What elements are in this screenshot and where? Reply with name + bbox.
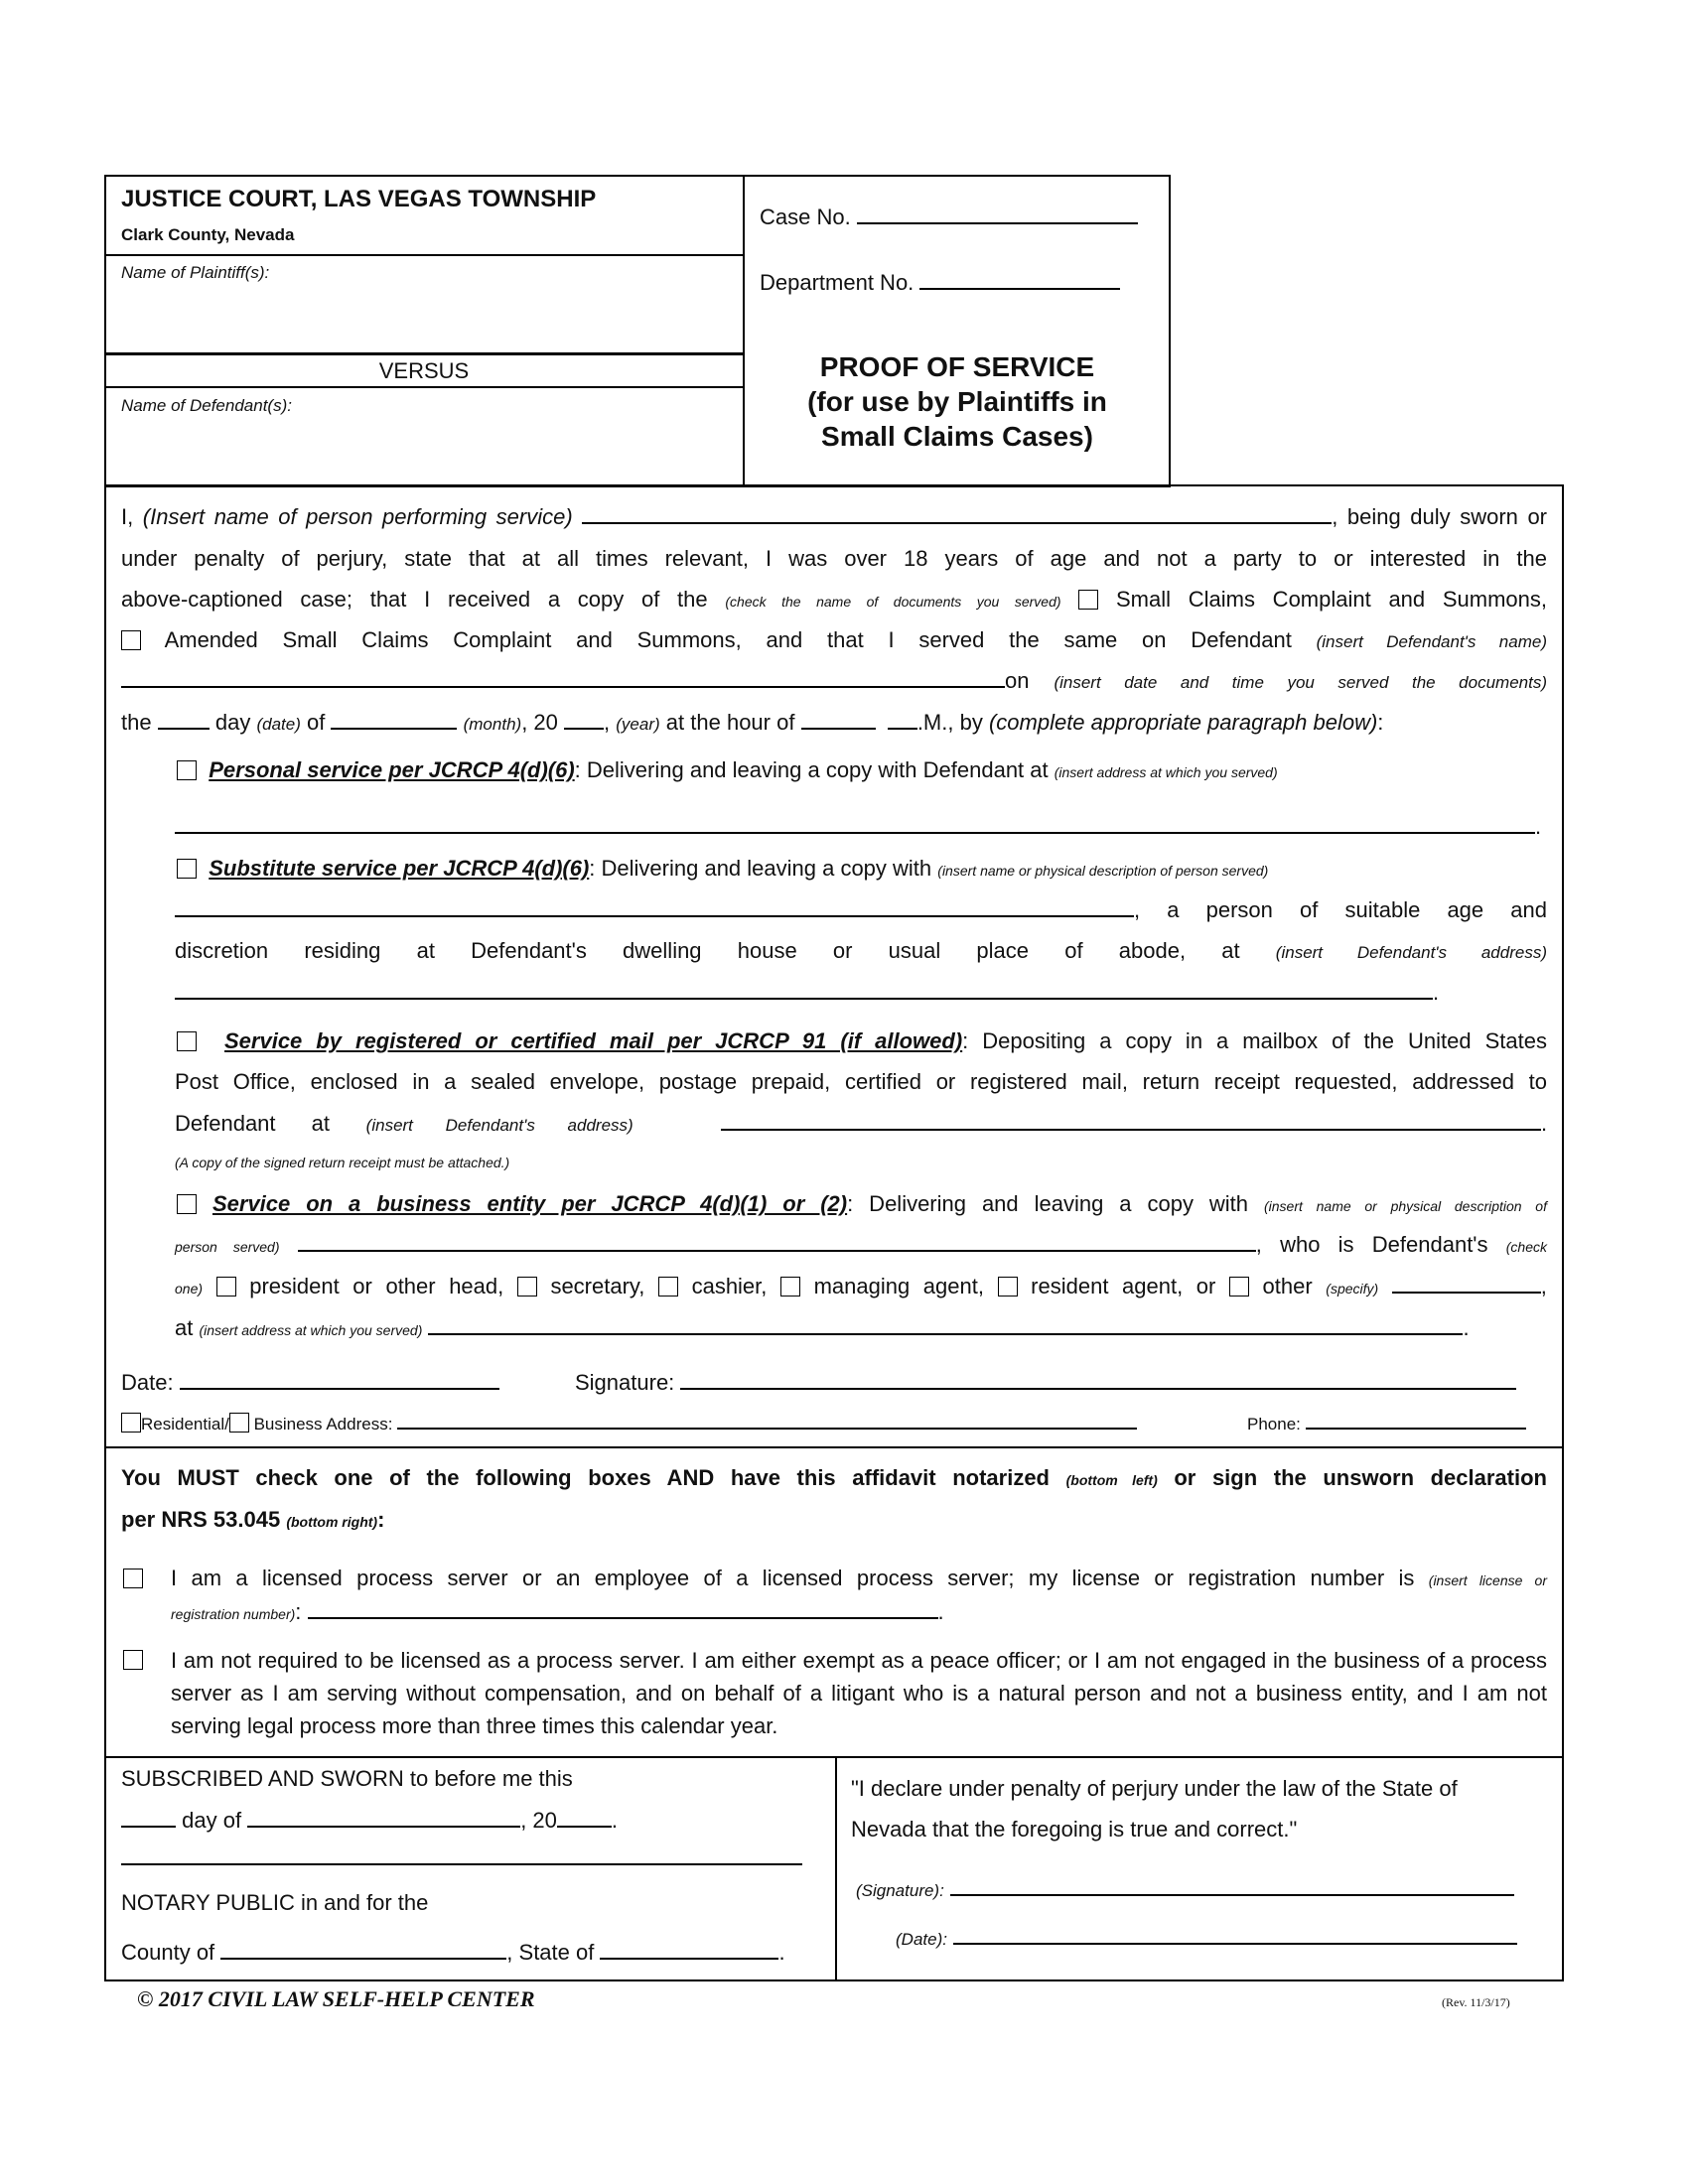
signature-blank[interactable]: [680, 1370, 1516, 1390]
notary-public-label: NOTARY PUBLIC in and for the: [121, 1890, 429, 1915]
hint: (check the name of documents you served): [725, 594, 1061, 610]
declaration-date-field: [896, 1923, 1517, 1955]
versus-label: VERSUS: [378, 358, 470, 383]
intro-line-1: [121, 502, 1547, 532]
server-name-blank[interactable]: [582, 504, 1332, 524]
year-blank[interactable]: [564, 710, 604, 730]
intro-line-2: under penalty of perjury, state that at all times relevant, I was over 18 years of age and not a party to or interested in the: [121, 546, 1547, 571]
option-label: cashier,: [691, 1274, 768, 1298]
notary-month-blank[interactable]: [247, 1808, 520, 1828]
text: .: [1541, 1111, 1548, 1136]
licensed-server-checkbox[interactable]: [123, 1569, 143, 1588]
defendant-name-blank[interactable]: [121, 668, 1005, 688]
business-service-line: [177, 1189, 1547, 1221]
case-number-field[interactable]: [760, 203, 1138, 232]
divider: [104, 254, 744, 256]
hint: (complete appropriate paragraph below): [988, 710, 1378, 735]
hint: (insert name or physical description of: [1264, 1198, 1547, 1214]
date-blank[interactable]: [180, 1370, 499, 1390]
option-label: managing agent,: [813, 1274, 984, 1298]
text: or sign the unsworn declaration: [1174, 1465, 1547, 1490]
divider: [104, 386, 744, 388]
department-number-field[interactable]: [760, 268, 1120, 298]
resident-agent-checkbox[interactable]: [998, 1277, 1018, 1297]
form-title: [745, 349, 1170, 454]
hint: one): [175, 1281, 204, 1297]
text: .: [1535, 814, 1542, 839]
hint: (insert license or: [1428, 1572, 1547, 1588]
text: on: [1005, 668, 1030, 693]
small-claims-complaint-checkbox[interactable]: [1078, 590, 1098, 610]
business-line-4: [175, 1313, 1470, 1345]
declaration-line-2: Nevada that the foregoing is true and correct.": [851, 1817, 1298, 1842]
text: .: [611, 1808, 619, 1833]
cashier-checkbox[interactable]: [658, 1277, 678, 1297]
substitute-service-line: [177, 854, 1268, 886]
option-label: resident agent, or: [1031, 1274, 1216, 1298]
business-address-checkbox[interactable]: [229, 1413, 249, 1433]
personal-service-line: [177, 755, 1278, 787]
signature-label: Signature:: [575, 1370, 675, 1395]
hint: (bottom left): [1065, 1472, 1158, 1488]
option-1-line-1: [171, 1564, 1547, 1595]
text: .: [937, 1599, 944, 1624]
intro-line-6: [121, 708, 1383, 740]
notary-day-blank[interactable]: [121, 1808, 176, 1828]
hint: (insert address at which you served): [1054, 764, 1278, 780]
am-pm-blank[interactable]: [888, 710, 917, 730]
text: discretion residing at Defendant's dwelling house or usual place of abode, at: [175, 938, 1240, 963]
substitute-service-checkbox[interactable]: [177, 859, 197, 879]
section-title: Service on a business entity per JCRCP 4(d)(1) or (2): [211, 1191, 848, 1216]
text: Defendant at: [175, 1111, 330, 1136]
option-label: president or other head,: [249, 1274, 504, 1298]
text: , State of: [506, 1940, 595, 1965]
revision-date: (Rev. 11/3/17): [1442, 1995, 1510, 2009]
declaration-signature-field: [856, 1874, 1514, 1906]
text: at: [175, 1315, 194, 1340]
month-blank[interactable]: [331, 710, 457, 730]
county-name: Clark County, Nevada: [121, 225, 295, 244]
personal-address-blank[interactable]: [175, 814, 1535, 834]
text: , who is Defendant's: [1255, 1232, 1488, 1257]
mail-address-blank[interactable]: [721, 1111, 1541, 1131]
divider: [104, 1756, 1564, 1758]
intro-line-5: [121, 666, 1547, 698]
hint: (bottom right): [286, 1514, 378, 1530]
intro-line-4: [121, 625, 1547, 657]
license-number-blank[interactable]: [308, 1599, 938, 1619]
text: the: [121, 710, 152, 735]
label: (Signature):: [856, 1881, 944, 1900]
divider: [104, 352, 744, 355]
text: County of: [121, 1940, 215, 1965]
intro-line-3: [121, 585, 1547, 616]
business-line-2: [175, 1230, 1547, 1262]
divider: [835, 1756, 837, 1981]
hint: (year): [616, 715, 660, 734]
option-label: other: [1262, 1274, 1313, 1298]
notary-line-2: [121, 1806, 618, 1836]
text: : Depositing a copy in a mailbox of the United States: [962, 1028, 1547, 1053]
mail-address-line: [721, 1109, 1547, 1139]
substitute-line-3: [175, 936, 1547, 968]
text: ,: [1540, 1274, 1547, 1298]
substitute-address-line: [175, 978, 1439, 1008]
text: .: [778, 1940, 785, 1965]
notary-year-blank[interactable]: [557, 1808, 612, 1828]
text: at the hour of: [665, 710, 795, 735]
text: , a person of suitable age and: [1134, 897, 1547, 922]
mail-service-checkbox[interactable]: [177, 1031, 197, 1051]
text: above-captioned case; that I received a copy of the: [121, 587, 708, 612]
plaintiff-label: Name of Plaintiff(s):: [121, 263, 270, 282]
signature-field: [575, 1368, 1516, 1398]
text: of: [307, 710, 326, 735]
text: Residential/: [141, 1415, 229, 1433]
text: ,: [604, 710, 611, 735]
text: I,: [121, 504, 134, 529]
section-title: Personal service per JCRCP 4(d)(6): [209, 757, 575, 782]
address-blank[interactable]: [397, 1410, 1137, 1430]
text: Business Address:: [253, 1415, 393, 1433]
text: :: [295, 1599, 302, 1624]
other-checkbox[interactable]: [1229, 1277, 1249, 1297]
hint: (insert address at which you served): [199, 1322, 423, 1338]
instruction-line-1: [121, 1463, 1547, 1495]
section-title: Service by registered or certified mail per JCRCP 91 (if allowed): [224, 1028, 963, 1053]
phone-field: [1247, 1410, 1526, 1439]
form-title-line: Small Claims Cases): [821, 421, 1093, 452]
option-1-line-2: [171, 1597, 944, 1629]
phone-label: Phone:: [1247, 1415, 1301, 1433]
divider: [104, 1446, 1564, 1448]
hint: (insert Defendant's name): [1316, 632, 1547, 651]
text: : Delivering and leaving a copy with Defendant at: [574, 757, 1049, 782]
state-blank[interactable]: [600, 1940, 778, 1960]
text: :: [377, 1507, 385, 1532]
notary-signature-line[interactable]: [121, 1863, 802, 1865]
text: :: [1377, 710, 1384, 735]
mail-line-3: [175, 1109, 633, 1141]
form-title-line: (for use by Plaintiffs in: [807, 386, 1107, 417]
text: , 20: [521, 710, 558, 735]
return-receipt-note: (A copy of the signed return receipt must be attached.): [175, 1155, 510, 1170]
text: day: [214, 710, 251, 735]
option-label: secretary,: [550, 1274, 645, 1298]
copyright: © 2017 CIVIL LAW SELF-HELP CENTER: [137, 1986, 535, 2011]
case-number-blank[interactable]: [857, 205, 1138, 224]
hint: (check: [1505, 1239, 1547, 1255]
hint: (insert date and time you served the documents): [1054, 673, 1547, 692]
substitute-line-2: [175, 895, 1547, 925]
mail-line-2: Post Office, enclosed in a sealed envelope, postage prepaid, certified or registered mail, return receipt requested, addressed to: [175, 1069, 1547, 1094]
hour-blank[interactable]: [801, 710, 876, 730]
text: .: [1463, 1315, 1470, 1340]
hint: (date): [256, 715, 301, 734]
department-number-label: Department No.: [760, 270, 914, 295]
business-line-3: [175, 1272, 1547, 1303]
text: : Delivering and leaving a copy with: [847, 1191, 1249, 1216]
personal-address-line: [175, 812, 1541, 842]
court-name: JUSTICE COURT, LAS VEGAS TOWNSHIP: [121, 186, 597, 212]
section-title: Substitute service per JCRCP 4(d)(6): [209, 856, 590, 881]
amended-complaint-checkbox[interactable]: [121, 630, 141, 650]
hint: (Insert name of person performing service): [142, 504, 573, 529]
text: I am a licensed process server or an employee of a licensed process server; my license or registration number is: [171, 1566, 1415, 1590]
text: day of: [182, 1808, 242, 1833]
hint: registration number): [171, 1606, 296, 1622]
not-required-checkbox[interactable]: [123, 1650, 143, 1670]
notary-line-1: SUBSCRIBED AND SWORN to before me this: [121, 1766, 573, 1791]
declaration-date-blank[interactable]: [953, 1925, 1517, 1945]
text: You MUST check one of the following boxes AND have this affidavit notarized: [121, 1465, 1050, 1490]
department-number-blank[interactable]: [919, 270, 1120, 290]
label: (Date):: [896, 1930, 947, 1949]
form-title-line: PROOF OF SERVICE: [819, 351, 1095, 382]
text: per NRS 53.045: [121, 1507, 281, 1532]
hint: person served): [175, 1239, 280, 1255]
text: Amended Small Claims Complaint and Summons, and that I served the same on Defendant: [164, 627, 1292, 652]
instruction-line-2: [121, 1505, 384, 1537]
business-person-blank[interactable]: [298, 1232, 1256, 1252]
county-blank[interactable]: [220, 1940, 506, 1960]
defendant-label: Name of Defendant(s):: [121, 396, 292, 415]
hint: (insert Defendant's address): [1275, 943, 1547, 962]
hint: (month): [463, 715, 522, 734]
option-2-text: I am not required to be licensed as a process server. I am either exempt as a peace officer; or I am not engaged in the business of a process server as I am serving without compensation, and on behalf of a litigant who is a natural person and not a business entity, and I am not serving legal process more than three times this calendar year.: [171, 1648, 1547, 1738]
text: .M., by: [916, 710, 983, 735]
text: , being duly sworn or: [1332, 504, 1547, 529]
business-address-blank[interactable]: [428, 1315, 1463, 1335]
business-service-checkbox[interactable]: [177, 1194, 197, 1214]
text: : Delivering and leaving a copy with: [589, 856, 932, 881]
personal-service-checkbox[interactable]: [177, 760, 197, 780]
text: , 20: [520, 1808, 557, 1833]
person-served-blank[interactable]: [175, 897, 1134, 917]
other-specify-blank[interactable]: [1392, 1274, 1541, 1294]
managing-agent-checkbox[interactable]: [780, 1277, 800, 1297]
address-field: [121, 1410, 1137, 1439]
hint: (specify): [1326, 1281, 1379, 1297]
residential-checkbox[interactable]: [121, 1413, 141, 1433]
declaration-signature-blank[interactable]: [950, 1876, 1514, 1896]
text: Small Claims Complaint and Summons,: [1116, 587, 1548, 612]
text: .: [1433, 980, 1440, 1005]
secretary-checkbox[interactable]: [517, 1277, 537, 1297]
substitute-address-blank[interactable]: [175, 980, 1433, 1000]
case-number-label: Case No.: [760, 205, 851, 229]
notary-line-county: [121, 1938, 785, 1968]
president-checkbox[interactable]: [216, 1277, 236, 1297]
date-field: [121, 1368, 499, 1398]
day-blank[interactable]: [158, 710, 210, 730]
hint: (insert Defendant's address): [365, 1116, 633, 1135]
declaration-line-1: "I declare under penalty of perjury under the law of the State of: [851, 1776, 1458, 1801]
hint: (insert name or physical description of person served): [937, 863, 1269, 879]
mail-service-line: [177, 1026, 1547, 1056]
phone-blank[interactable]: [1306, 1410, 1526, 1430]
date-label: Date:: [121, 1370, 174, 1395]
